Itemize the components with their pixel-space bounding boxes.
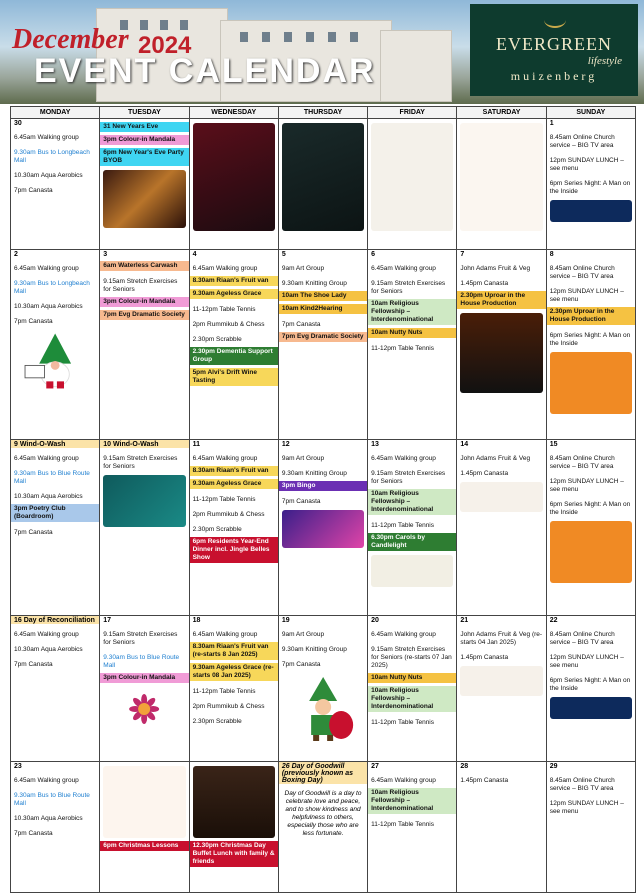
poster-christmas-image [371,123,453,231]
calendar-event: 12.30pm Christmas Day Buffet Lunch with family & friends [190,841,278,867]
calendar-event: 9.15am Stretch Exercises for Seniors (re-starts 07 Jan 2025) [371,646,452,669]
calendar-event: 9am Art Group [281,631,325,638]
poster-xmasday-image [460,123,542,231]
bird-icon [544,12,566,28]
maninside-image [550,521,632,583]
building-image-3 [380,30,452,102]
calendar-event: 10am Nutty Nuts [368,328,456,338]
calendar-event: 8.45am Online Church service – BIG TV area [549,265,615,280]
party-image [103,170,185,228]
calendar-event: 8.30am Riaan's Fruit van (re-starts 8 Jan 2025) [190,642,278,660]
day-number: 15 [549,441,558,448]
calendar-day-cell [368,119,457,250]
calendar-event: 11-12pm Table Tennis [192,306,256,313]
day-number: 5 [281,251,286,258]
calendar-event: 7pm Canasta [14,830,53,837]
calendar-event: 6.45am Walking group [371,777,436,784]
calendar-event: 6pm New Year's Eve Party BYOB [100,148,188,166]
logo-name: EVERGREEN [496,34,612,54]
day-number: 9 Wind-O-Wash [11,440,99,448]
calendar-day-cell [457,119,546,250]
calendar-event: 10.30am Aqua Aerobics [14,172,83,179]
calendar-event: 12pm SUNDAY LUNCH – see menu [549,800,624,815]
calendar-event: 10am Nutty Nuts [368,673,456,683]
calendar-event: 10am Religious Fellowship – Interdenominational [368,788,456,814]
gnome-image [14,330,96,392]
calendar-event: 7pm Evg Dramatic Society [279,332,367,342]
day-number: 30 [14,120,22,127]
calendar-event: 7pm Evg Dramatic Society [100,310,188,320]
poster-wine-image [193,123,275,231]
day-number: 7 [460,251,465,258]
calendar-day-cell [278,119,367,250]
day-number: 21 [460,617,469,624]
carols-image [371,555,453,587]
evergreen-logo [470,4,638,96]
calendar-event: 7pm Canasta [281,661,321,668]
calendar-event: 6.45am Walking group [371,455,436,462]
weekday-header: TUESDAY [100,107,189,119]
calendar-event: 8.30am Riaan's Fruit van [190,466,278,476]
weekday-header: THURSDAY [278,107,367,119]
calendar-day-cell [189,616,278,762]
calendar-day-cell [100,762,189,893]
calendar-week-row [11,440,636,616]
calendar-event: 5pm Alvi's Drift Wine Tasting [190,368,278,386]
day-number: 14 [460,441,469,448]
series-image [550,200,632,222]
calendar-event: 2.30pm Uproar in the House Production [457,291,545,309]
calendar-event: 10am Religious Fellowship – Interdenominational [368,299,456,325]
day-number: 26 Day of Goodwill (previously known as Boxing Day) [279,762,367,784]
calendar-event: 10am Kind2Hearing [279,304,367,314]
weekday-header-row [11,107,636,119]
calendar-event: 9am Art Group [281,455,325,462]
maninside-image [550,352,632,414]
calendar-event: 7pm Canasta [14,661,53,668]
day-note: Day of Goodwill is a day to celebrate love and peace, and to show kindness and helpfulness to others, especially those who are less fortunate. [284,790,362,837]
day-number: 28 [460,763,469,770]
calendar-event: 1.45pm Canasta [460,654,509,661]
calendar-day-cell [457,440,546,616]
calendar-event: 12pm SUNDAY LUNCH – see menu [549,288,624,303]
calendar-grid [10,106,636,893]
calendar-day-cell [100,616,189,762]
calendar-day-cell [546,616,635,762]
calendar-event: 3pm Colour-in Mandala [100,135,188,145]
calendar-event: 6.45am Walking group [14,631,79,638]
calendar-event: 8.45am Online Church service – BIG TV area [549,777,615,792]
day-number: 8 [549,251,554,258]
calendar-day-cell [11,616,100,762]
calendar-event: 2.30pm Dementia Support Group [190,347,278,365]
weekday-header: FRIDAY [368,107,457,119]
calendar-event: 9.15am Stretch Exercises for Seniors [371,470,446,485]
calendar-day-cell [546,119,635,250]
calendar-event: 6.45am Walking group [14,265,79,272]
day-number: 3 [103,251,108,258]
calendar-event: 6pm Residents Year-End Dinner incl. Jingle Belles Show [190,537,278,563]
calendar-event: 6.45am Walking group [14,455,79,462]
calendar-event: 8.45am Online Church service – BIG TV area [549,134,615,149]
day-number: 6 [371,251,376,258]
calendar-event: 6am Waterless Carwash [100,261,188,271]
calendar-day-cell [546,762,635,893]
calendar-event: 6pm Series Night: A Man on the Inside [549,180,631,195]
weekday-header: SUNDAY [546,107,635,119]
holidays-image [103,475,185,527]
calendar-event: 11-12pm Table Tennis [192,688,256,695]
calendar-day-cell [368,440,457,616]
calendar-event: 1.45pm Canasta [460,280,509,287]
calendar-event: 9.30am Knitting Group [281,646,347,653]
day-number: 22 [549,617,558,624]
calendar-week-row [11,250,636,440]
calendar-event: 2.30pm Scrabble [192,526,242,533]
calendar-event: 9.30am Ageless Grace (re-starts 08 Jan 2025) [190,663,278,681]
calendar-event: 7pm Canasta [14,318,53,325]
calendar-day-cell [278,250,367,440]
calendar-event: 6.45am Walking group [371,265,436,272]
calendar-day-cell [457,250,546,440]
poster-dark-image [282,123,364,231]
weekday-header: MONDAY [11,107,100,119]
calendar-event: 10.30am Aqua Aerobics [14,303,83,310]
calendar-day-cell [368,762,457,893]
calendar-event: 11-12pm Table Tennis [192,496,256,503]
calendar-day-cell [457,616,546,762]
calendar-event: 10am The Shoe Lady [279,291,367,301]
title-year: 2024 [138,32,192,59]
calendar-event: 10am Religious Fellowship – Interdenominational [368,686,456,712]
calendar-week-row [11,762,636,893]
calendar-event: 9am Art Group [281,265,325,272]
day-number: 12 [281,441,290,448]
calendar-event: 2.30pm Scrabble [192,336,242,343]
calendar-day-cell [11,119,100,250]
day-number: 27 [371,763,379,770]
day-number: 16 Day of Reconciliation [11,616,99,624]
calendar-event: 11-12pm Table Tennis [371,719,435,726]
calendar-day-cell [457,762,546,893]
calendar-event: 9.30am Bus to Blue Route Mall [14,792,90,807]
day-number: 1 [549,120,554,127]
day-number: 18 [192,617,201,624]
calendar-event: John Adams Fruit & Veg [460,455,531,462]
canasta-image [460,482,542,512]
calendar-event: 10.30am Aqua Aerobics [14,493,83,500]
calendar-event: 6pm Series Night: A Man on the Inside [549,332,631,347]
calendar-event: 10.30am Aqua Aerobics [14,646,83,653]
calendar-event: 2.30pm Uproar in the House Production [547,307,635,325]
calendar-event: 6pm Christmas Lessons [100,841,188,851]
calendar-event: 2.30pm Scrabble [192,718,242,725]
calendar-day-cell [278,616,367,762]
calendar-day-cell [189,762,278,893]
calendar-event: 6.30pm Carols by Candlelight [368,533,456,551]
day-number: 17 [103,617,112,624]
calendar-event: 9.15am Stretch Exercises for Seniors [371,280,446,295]
header-banner [0,0,644,104]
calendar-event: 9.30am Ageless Grace [190,289,278,299]
calendar-event: 3pm Bingo [279,481,367,491]
calendar-event: John Adams Fruit & Veg [460,265,531,272]
calendar-event: 9.15am Stretch Exercises for Seniors [103,278,178,293]
bingo-image [282,510,364,548]
weekday-header: WEDNESDAY [189,107,278,119]
day-number: 13 [371,441,379,448]
day-number: 23 [14,763,22,770]
calendar-event: 8.45am Online Church service – BIG TV area [549,631,615,646]
calendar-event: 6.45am Walking group [192,631,258,638]
calendar-event: 12pm SUNDAY LUNCH – see menu [549,654,624,669]
calendar-day-cell [11,762,100,893]
calendar-event: 12pm SUNDAY LUNCH – see menu [549,478,624,493]
calendar-event: 9.30am Ageless Grace [190,479,278,489]
calendar-week-row [11,616,636,762]
calendar-event: 9.30am Knitting Group [281,470,347,477]
calendar-event: 8.45am Online Church service – BIG TV area [549,455,615,470]
calendar-event: 9.30am Bus to Blue Route Mall [103,654,180,669]
logo-place: muizenberg [510,69,598,83]
calendar-event: 6.45am Walking group [14,134,79,141]
xmaseve-image [103,766,185,838]
calendar25-image [193,766,275,838]
calendar-event: 9.15am Stretch Exercises for Seniors [103,631,178,646]
calendar-day-cell [11,440,100,616]
day-number: 11 [192,441,200,448]
calendar-event: 6pm Series Night: A Man on the Inside [549,677,631,692]
calendar-event: 6.45am Walking group [192,455,258,462]
calendar-day-cell [546,250,635,440]
calendar-event: 9.30am Knitting Group [281,280,347,287]
calendar-event: 3pm Poetry Club (Boardroom) [11,504,99,522]
calendar-event: 9.30am Bus to Longbeach Mall [14,280,90,295]
day-number: 2 [14,251,18,258]
calendar-event: 11-12pm Table Tennis [371,345,435,352]
calendar-event: 1.45pm Canasta [460,777,509,784]
day-number: 4 [192,251,197,258]
calendar-day-cell [368,616,457,762]
calendar-event: 7pm Canasta [281,498,321,505]
calendar-event: 1.45pm Canasta [460,470,509,477]
calendar-event: 6.45am Walking group [371,631,436,638]
calendar-event: 7pm Canasta [14,187,53,194]
calendar-event: 7pm Canasta [281,321,321,328]
calendar-day-cell [100,250,189,440]
calendar-event: 6pm Series Night: A Man on the Inside [549,501,631,516]
calendar-day-cell [189,250,278,440]
calendar-day-cell [100,119,189,250]
calendar-event: 10am Religious Fellowship – Interdenominational [368,489,456,515]
calendar-event: 11-12pm Table Tennis [371,522,435,529]
calendar-event: 9.15am Stretch Exercises for Seniors [103,455,178,470]
calendar-event: John Adams Fruit & Veg (re-starts 04 Jan 2025) [460,631,543,646]
weekday-header: SATURDAY [457,107,546,119]
calendar-event: 2pm Rummikub & Chess [192,321,265,328]
calendar-event: 9.30am Bus to Longbeach Mall [14,149,90,164]
calendar-day-cell [100,440,189,616]
canasta-image [460,666,542,696]
calendar-day-cell [11,250,100,440]
series-image [550,697,632,719]
calendar-day-cell [278,762,367,893]
day-number: 19 [281,617,290,624]
logo-tagline: lifestyle [587,55,622,67]
day-number: 10 Wind-O-Wash [100,440,188,448]
calendar-event: 8.30am Riaan's Fruit van [190,276,278,286]
calendar-event: 31 New Years Eve [100,122,188,132]
calendar-event: 7pm Canasta [14,529,53,536]
uproar-image [460,313,542,393]
calendar-event: 2pm Rummikub & Chess [192,703,265,710]
day-number: 29 [549,763,558,770]
calendar-event: 6.45am Walking group [192,265,258,272]
calendar-day-cell [189,440,278,616]
calendar-day-cell [189,119,278,250]
calendar-event: 6.45am Walking group [14,777,79,784]
mandala-image [103,687,185,731]
calendar-day-cell [546,440,635,616]
calendar-event: 10.30am Aqua Aerobics [14,815,83,822]
elf-image [282,673,364,743]
calendar-event: 12pm SUNDAY LUNCH – see menu [549,157,624,172]
calendar-event: 2pm Rummikub & Chess [192,511,265,518]
calendar-event: 3pm Colour-in Mandala [100,297,188,307]
calendar-event: 3pm Colour-in Mandala [100,673,188,683]
calendar-week-row [11,119,636,250]
page-title: EVENT CALENDAR [34,52,376,90]
calendar-day-cell [368,250,457,440]
title-month: December [12,24,129,55]
calendar-day-cell [278,440,367,616]
calendar-event: 9.30am Bus to Blue Route Mall [14,470,90,485]
day-number: 20 [371,617,379,624]
calendar-event: 11-12pm Table Tennis [371,821,435,828]
